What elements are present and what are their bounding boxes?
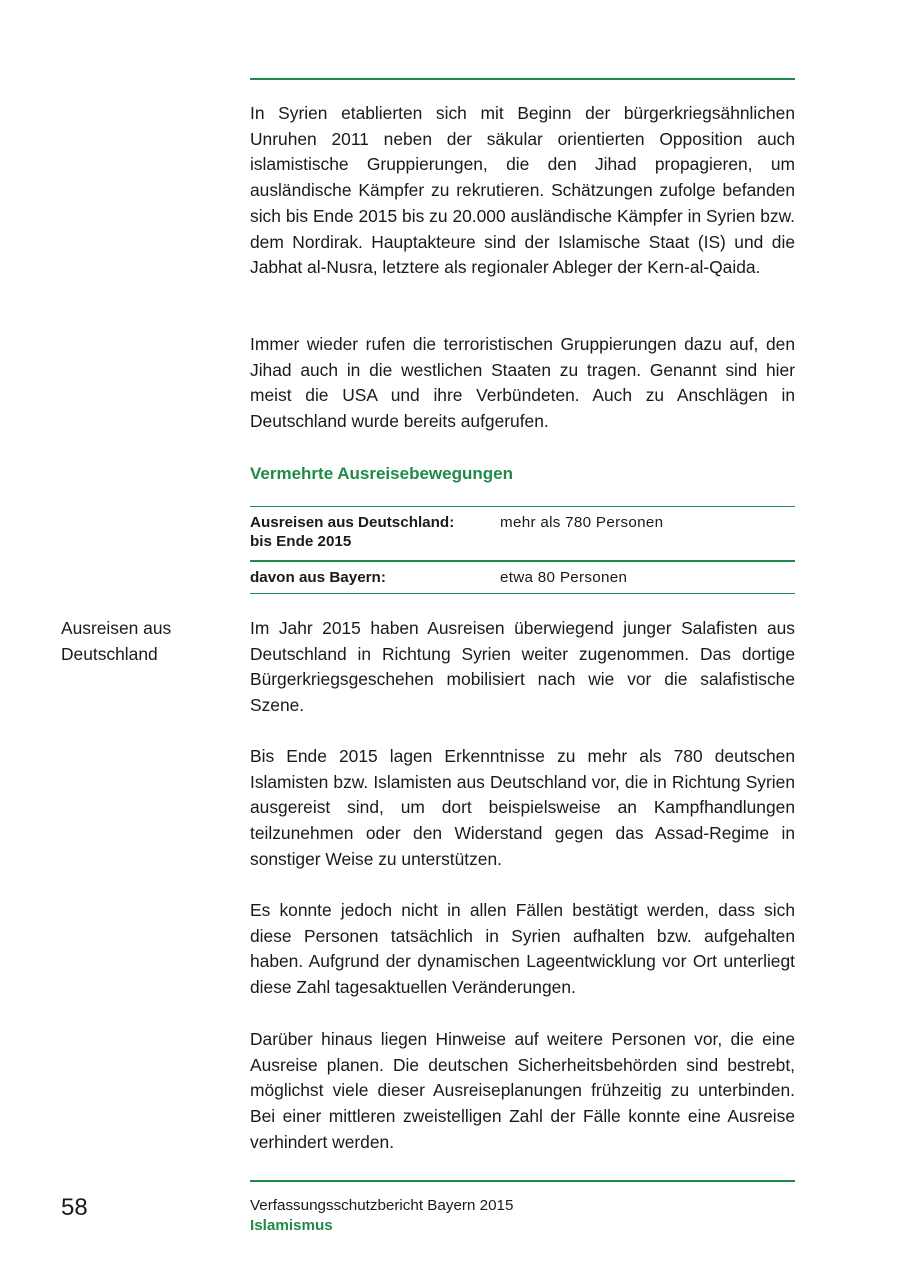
paragraph-departures-2015: Im Jahr 2015 haben Ausreisen überwiegend junger Salafisten aus Deutschland in Richtung Syrien weiter zugenommen. Das dortige Bürgerkriegsgeschehen mobilisiert nach wie vor die salafistische Szene. xyxy=(250,618,795,716)
stats-value-germany: mehr als 780 Personen xyxy=(500,514,664,531)
stats-table xyxy=(250,506,795,594)
margin-label xyxy=(61,616,231,667)
paragraph-prevented-departures: Darüber hinaus liegen Hinweise auf weitere Personen vor, die eine Ausreise planen. Die deutschen Sicherheitsbehörden sind bestrebt, möglichst viele dieser Ausreiseplanungen frühzeitig zu unterbinden. Bei einer mittleren zweistelligen Zahl der Fälle konnte eine Ausreise verhindert werden. xyxy=(250,1029,795,1152)
footer-rule xyxy=(250,1180,795,1182)
footer-section-name: Islamismus xyxy=(250,1217,333,1234)
section-heading: Vermehrte Ausreisebewegungen xyxy=(250,464,513,483)
stats-row-germany xyxy=(250,506,795,562)
footer-publication-title: Verfassungsschutzbericht Bayern 2015 xyxy=(250,1197,514,1214)
paragraph-jihad-calls: Immer wieder rufen die terroristischen Gruppierungen dazu auf, den Jihad auch in die westlichen Staaten zu tragen. Genannt sind hier meist die USA und ihre Verbündeten. Auch zu Anschlägen in Deutschland wurde bereits aufgerufen. xyxy=(250,334,795,432)
stats-row-bavaria xyxy=(250,562,795,594)
margin-label-line1: Ausreisen aus xyxy=(61,618,172,638)
stats-label-bavaria: davon aus Bayern: xyxy=(250,569,386,586)
stats-label-germany xyxy=(250,513,500,555)
margin-label-line2: Deutschland xyxy=(61,643,158,664)
paragraph-780-islamists: Bis Ende 2015 lagen Erkenntnisse zu mehr als 780 deutschen Islamisten bzw. Islamisten aus Deutschland vor, die in Richtung Syrien ausgereist sind, um dort beispielsweise an Kampfhandlungen teilzunehmen oder den Widerstand gegen das Assad-Regime in sonstiger Weise zu unterstützen. xyxy=(250,746,795,869)
page-number: 58 xyxy=(61,1194,88,1221)
paragraph-syria-groups: In Syrien etablierten sich mit Beginn der bürgerkriegsähnlichen Unruhen 2011 neben der säkular orientierten Opposition auch islamistische Gruppierungen, die den Jihad propagieren, um ausländische Kämpfer zu rekrutieren. Schätzungen zufolge befanden sich bis Ende 2015 bis zu 20.000 ausländische Kämpfer in Syrien bzw. dem Nordirak. Hauptakteure sind der Islamische Staat (IS) und die Jabhat al-Nusra, letztere als regionaler Ableger der Kern-al-Qaida. xyxy=(250,103,795,278)
stats-value-bavaria: etwa 80 Personen xyxy=(500,569,628,586)
paragraph-not-confirmed: Es konnte jedoch nicht in allen Fällen bestätigt werden, dass sich diese Personen tatsächlich in Syrien aufhalten bzw. aufgehalten haben. Aufgrund der dynamischen Lageentwicklung vor Ort unterliegt diese Zahl tagesaktuellen Veränderungen. xyxy=(250,900,795,998)
top-rule xyxy=(250,78,795,80)
stats-label-germany-line2: bis Ende 2015 xyxy=(250,533,352,550)
stats-label-germany-line1: Ausreisen aus Deutschland: xyxy=(250,514,455,531)
